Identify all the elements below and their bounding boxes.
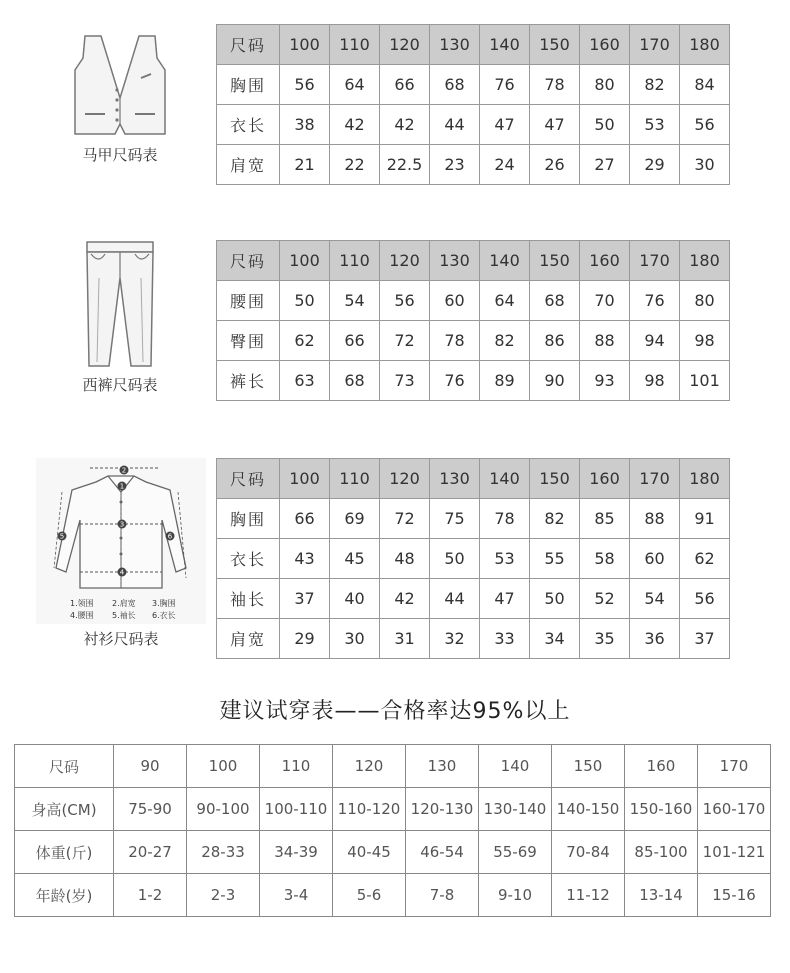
cell: 55-69 [479,831,552,874]
shirt-marker-2: 2 [121,466,127,475]
cell: 110-120 [333,788,406,831]
cell: 89 [480,361,530,401]
cell: 2-3 [187,874,260,917]
table-row [217,361,730,401]
cell: 130 [430,25,480,65]
table-row [217,65,730,105]
cell: 170 [698,745,771,788]
cell: 76 [630,281,680,321]
cell: 76 [430,361,480,401]
cell: 180 [680,25,730,65]
cell: 38 [280,105,330,145]
cell: 53 [480,539,530,579]
cell: 110 [330,459,380,499]
table-row [217,499,730,539]
row-label: 身高(CM) [15,788,114,831]
cell: 170 [630,241,680,281]
shirt-marker-6: 6 [167,532,173,541]
cell: 75 [430,499,480,539]
cell: 33 [480,619,530,659]
row-label: 尺码 [217,459,280,499]
cell: 170 [630,459,680,499]
row-label: 尺码 [217,25,280,65]
vest-size-table [216,24,730,185]
row-label: 衣长 [217,539,280,579]
cell: 35 [580,619,630,659]
legend-item: 6.衣长 [152,611,176,620]
cell: 130 [430,241,480,281]
cell: 150 [530,241,580,281]
cell: 50 [280,281,330,321]
cell: 80 [680,281,730,321]
legend-item: 2.肩宽 [112,599,136,608]
cell: 11-12 [552,874,625,917]
cell: 180 [680,459,730,499]
row-label: 胸围 [217,65,280,105]
cell: 24 [480,145,530,185]
cell: 28-33 [187,831,260,874]
cell: 7-8 [406,874,479,917]
row-label: 臀围 [217,321,280,361]
cell: 69 [330,499,380,539]
cell: 70-84 [552,831,625,874]
cell: 42 [330,105,380,145]
cell: 86 [530,321,580,361]
cell: 54 [330,281,380,321]
cell: 50 [430,539,480,579]
cell: 85-100 [625,831,698,874]
cell: 120 [380,459,430,499]
cell: 110 [330,25,380,65]
pants-size-table [216,240,730,401]
cell: 90-100 [187,788,260,831]
cell: 29 [630,145,680,185]
cell: 58 [580,539,630,579]
cell: 180 [680,241,730,281]
table-row [217,619,730,659]
cell: 23 [430,145,480,185]
cell: 82 [630,65,680,105]
cell: 31 [380,619,430,659]
cell: 140 [480,241,530,281]
cell: 76 [480,65,530,105]
cell: 110 [330,241,380,281]
shirt-icon [36,458,206,624]
cell: 42 [380,579,430,619]
shirt-marker-4: 4 [119,568,125,577]
cell: 40 [330,579,380,619]
cell: 66 [330,321,380,361]
cell: 160-170 [698,788,771,831]
cell: 80 [580,65,630,105]
cell: 100 [187,745,260,788]
cell: 170 [630,25,680,65]
pants-caption: 西裤尺码表 [82,376,158,394]
cell: 53 [630,105,680,145]
cell: 72 [380,321,430,361]
cell: 64 [480,281,530,321]
cell: 63 [280,361,330,401]
cell: 130 [430,459,480,499]
cell: 44 [430,579,480,619]
cell: 56 [380,281,430,321]
shirt-caption: 衬衫尺码表 [83,630,159,648]
legend-item: 1.领围 [70,599,94,608]
cell: 140 [480,459,530,499]
row-label: 袖长 [217,579,280,619]
table-row [15,831,771,874]
row-label: 体重(斤) [15,831,114,874]
table-row [217,579,730,619]
cell: 66 [380,65,430,105]
cell: 46-54 [406,831,479,874]
cell: 47 [530,105,580,145]
cell: 120 [380,241,430,281]
cell: 36 [630,619,680,659]
table-row [217,459,730,499]
cell: 94 [630,321,680,361]
cell: 60 [430,281,480,321]
cell: 101 [680,361,730,401]
shirt-marker-5: 5 [59,532,65,541]
cell: 44 [430,105,480,145]
legend-item: 3.胸围 [152,599,176,608]
cell: 15-16 [698,874,771,917]
cell: 130 [406,745,479,788]
table-row [15,788,771,831]
cell: 120-130 [406,788,479,831]
shirt-marker-1: 1 [119,482,125,491]
cell: 55 [530,539,580,579]
cell: 140-150 [552,788,625,831]
cell: 101-121 [698,831,771,874]
vest-figure [30,28,210,165]
cell: 100 [280,459,330,499]
cell: 30 [330,619,380,659]
table-row [15,745,771,788]
cell: 82 [530,499,580,539]
cell: 140 [480,25,530,65]
cell: 21 [280,145,330,185]
cell: 84 [680,65,730,105]
cell: 68 [530,281,580,321]
cell: 50 [580,105,630,145]
cell: 160 [580,25,630,65]
cell: 150 [530,25,580,65]
table-row [217,241,730,281]
legend-item: 4.腰围 [70,611,94,620]
cell: 78 [430,321,480,361]
cell: 130-140 [479,788,552,831]
cell: 85 [580,499,630,539]
cell: 47 [480,579,530,619]
table-row [217,321,730,361]
cell: 88 [580,321,630,361]
cell: 88 [630,499,680,539]
cell: 93 [580,361,630,401]
cell: 100-110 [260,788,333,831]
cell: 73 [380,361,430,401]
cell: 22.5 [380,145,430,185]
cell: 91 [680,499,730,539]
cell: 75-90 [114,788,187,831]
cell: 29 [280,619,330,659]
table-row [217,539,730,579]
row-label: 裤长 [217,361,280,401]
row-label: 尺码 [15,745,114,788]
cell: 56 [680,105,730,145]
row-label: 胸围 [217,499,280,539]
cell: 68 [430,65,480,105]
cell: 1-2 [114,874,187,917]
cell: 62 [280,321,330,361]
cell: 3-4 [260,874,333,917]
cell: 56 [280,65,330,105]
shirt-figure [36,458,206,649]
pants-figure [30,238,210,395]
vest-icon [65,28,175,138]
cell: 68 [330,361,380,401]
fit-table [14,744,771,917]
cell: 90 [530,361,580,401]
cell: 20-27 [114,831,187,874]
cell: 48 [380,539,430,579]
cell: 47 [480,105,530,145]
vest-caption: 马甲尺码表 [82,146,158,164]
cell: 72 [380,499,430,539]
cell: 120 [333,745,406,788]
row-label: 尺码 [217,241,280,281]
row-label: 腰围 [217,281,280,321]
cell: 78 [480,499,530,539]
cell: 34 [530,619,580,659]
shirt-size-table [216,458,730,659]
cell: 27 [580,145,630,185]
cell: 70 [580,281,630,321]
cell: 140 [479,745,552,788]
cell: 56 [680,579,730,619]
cell: 34-39 [260,831,333,874]
cell: 98 [680,321,730,361]
cell: 37 [680,619,730,659]
cell: 160 [580,241,630,281]
cell: 64 [330,65,380,105]
row-label: 衣长 [217,105,280,145]
cell: 66 [280,499,330,539]
table-row [217,105,730,145]
cell: 26 [530,145,580,185]
cell: 22 [330,145,380,185]
cell: 160 [625,745,698,788]
legend-item: 5.袖长 [112,611,136,620]
cell: 43 [280,539,330,579]
cell: 98 [630,361,680,401]
fit-title: 建议试穿表——合格率达95%以上 [219,699,571,724]
cell: 9-10 [479,874,552,917]
shirt-marker-3: 3 [119,520,125,529]
row-label: 肩宽 [217,619,280,659]
cell: 160 [580,459,630,499]
cell: 40-45 [333,831,406,874]
cell: 52 [580,579,630,619]
table-row [217,145,730,185]
cell: 42 [380,105,430,145]
table-row [217,25,730,65]
row-label: 年龄(岁) [15,874,114,917]
cell: 110 [260,745,333,788]
cell: 90 [114,745,187,788]
cell: 50 [530,579,580,619]
cell: 62 [680,539,730,579]
cell: 30 [680,145,730,185]
cell: 150 [530,459,580,499]
cell: 5-6 [333,874,406,917]
table-row [217,281,730,321]
cell: 60 [630,539,680,579]
cell: 100 [280,25,330,65]
table-row [15,874,771,917]
cell: 150 [552,745,625,788]
cell: 32 [430,619,480,659]
cell: 150-160 [625,788,698,831]
cell: 45 [330,539,380,579]
cell: 100 [280,241,330,281]
pants-icon [65,238,175,368]
cell: 120 [380,25,430,65]
cell: 54 [630,579,680,619]
cell: 78 [530,65,580,105]
cell: 13-14 [625,874,698,917]
cell: 82 [480,321,530,361]
cell: 37 [280,579,330,619]
row-label: 肩宽 [217,145,280,185]
